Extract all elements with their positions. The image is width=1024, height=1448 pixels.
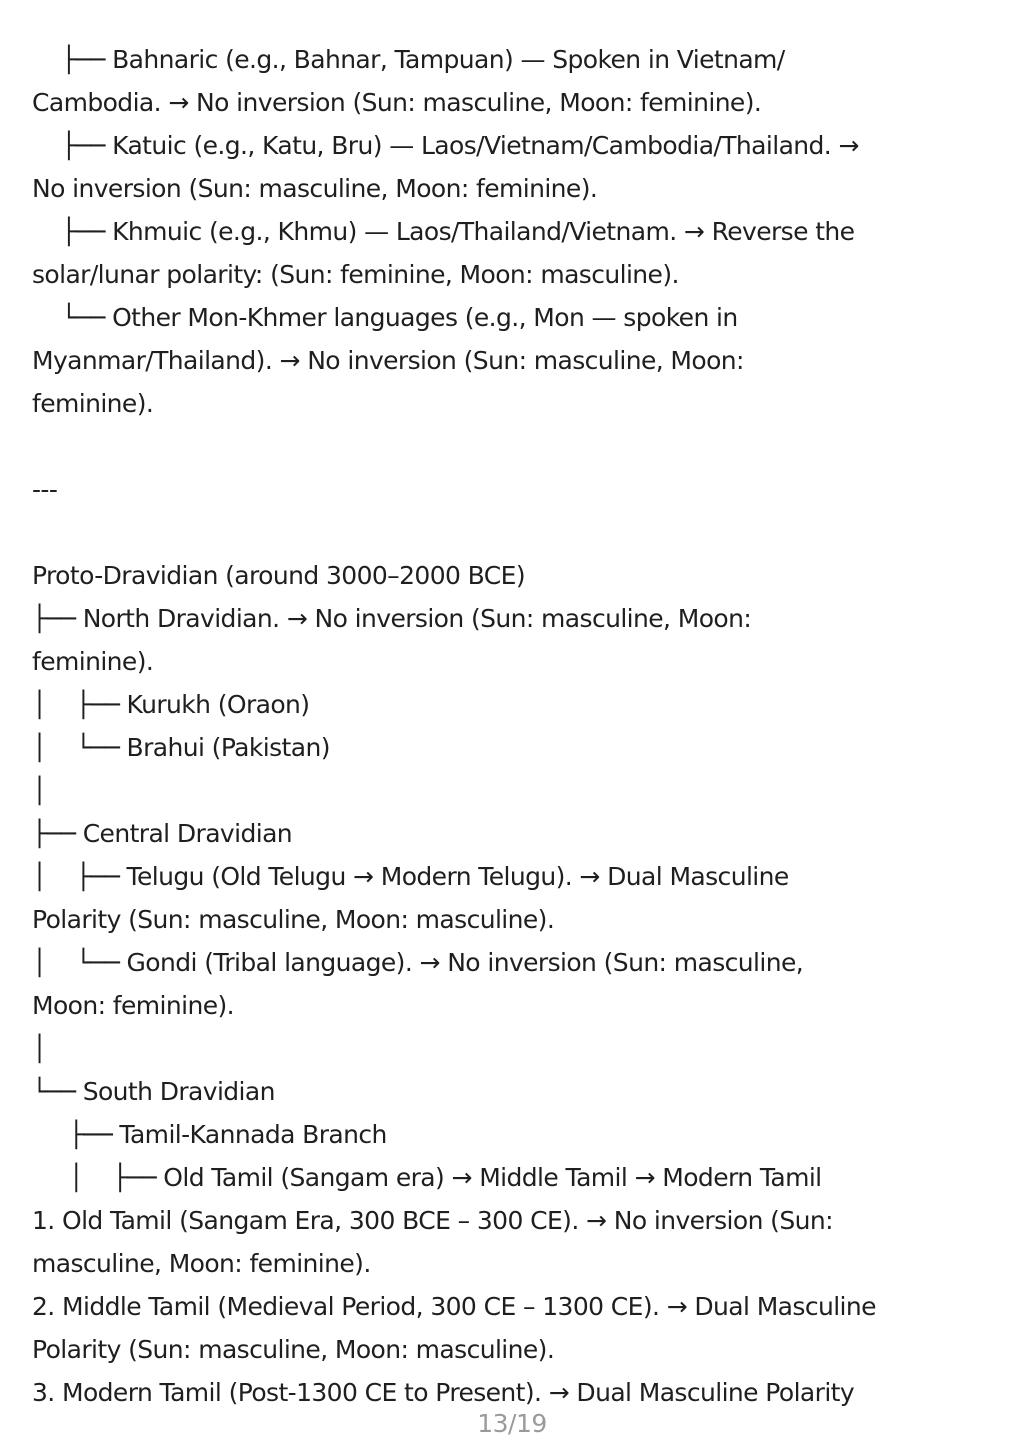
text-line: │ (32, 1034, 47, 1063)
text-line: Myanmar/Thailand). → No inversion (Sun: masculine, Moon: (32, 346, 744, 375)
blank-line (32, 511, 992, 554)
text-line: └── South Dravidian (32, 1077, 275, 1106)
page-number: 13/19 (477, 1409, 547, 1438)
text-line: feminine). (32, 389, 154, 418)
text-line: feminine). (32, 647, 154, 676)
text-line: masculine, Moon: feminine). (32, 1249, 371, 1278)
document-page (32, 38, 992, 1414)
text-line: └── Other Mon-Khmer languages (e.g., Mon — spoken in (32, 303, 738, 332)
text-line: ├── Khmuic (e.g., Khmu) — Laos/Thailand/Vietnam. → Reverse the (32, 217, 855, 246)
text-line: ├── Tamil-Kannada Branch (32, 1120, 387, 1149)
text-line: │ ├── Telugu (Old Telugu → Modern Telugu). → Dual Masculine (32, 862, 789, 891)
text-line: │ (32, 776, 47, 805)
text-line: ├── Bahnaric (e.g., Bahnar, Tampuan) — Spoken in Vietnam/ (32, 45, 785, 74)
text-line: │ └── Gondi (Tribal language). → No inversion (Sun: masculine, (32, 948, 804, 977)
list-item: 3. Modern Tamil (Post-1300 CE to Present). → Dual Masculine Polarity (32, 1378, 855, 1407)
text-line: Moon: feminine). (32, 991, 234, 1020)
text-line: ├── Central Dravidian (32, 819, 293, 848)
tree-root: Proto-Dravidian (around 3000–2000 BCE) (32, 561, 525, 590)
text-line: solar/lunar polarity: (Sun: feminine, Moon: masculine). (32, 260, 679, 289)
text-line: Polarity (Sun: masculine, Moon: masculine). (32, 905, 555, 934)
text-line: │ ├── Kurukh (Oraon) (32, 690, 310, 719)
text-line: Polarity (Sun: masculine, Moon: masculine). (32, 1335, 555, 1364)
text-line: ├── Katuic (e.g., Katu, Bru) — Laos/Vietnam/Cambodia/Thailand. → (32, 131, 859, 160)
text-line: Cambodia. → No inversion (Sun: masculine, Moon: feminine). (32, 88, 762, 117)
text-line: No inversion (Sun: masculine, Moon: feminine). (32, 174, 598, 203)
list-item: 1. Old Tamil (Sangam Era, 300 BCE – 300 CE). → No inversion (Sun: (32, 1206, 833, 1235)
text-line: │ ├── Old Tamil (Sangam era) → Middle Tamil → Modern Tamil (32, 1163, 822, 1192)
text-line: ├── North Dravidian. → No inversion (Sun: masculine, Moon: (32, 604, 752, 633)
section-divider: --- (32, 475, 58, 504)
text-line: │ └── Brahui (Pakistan) (32, 733, 330, 762)
blank-line (32, 425, 992, 468)
list-item: 2. Middle Tamil (Medieval Period, 300 CE – 1300 CE). → Dual Masculine (32, 1292, 876, 1321)
